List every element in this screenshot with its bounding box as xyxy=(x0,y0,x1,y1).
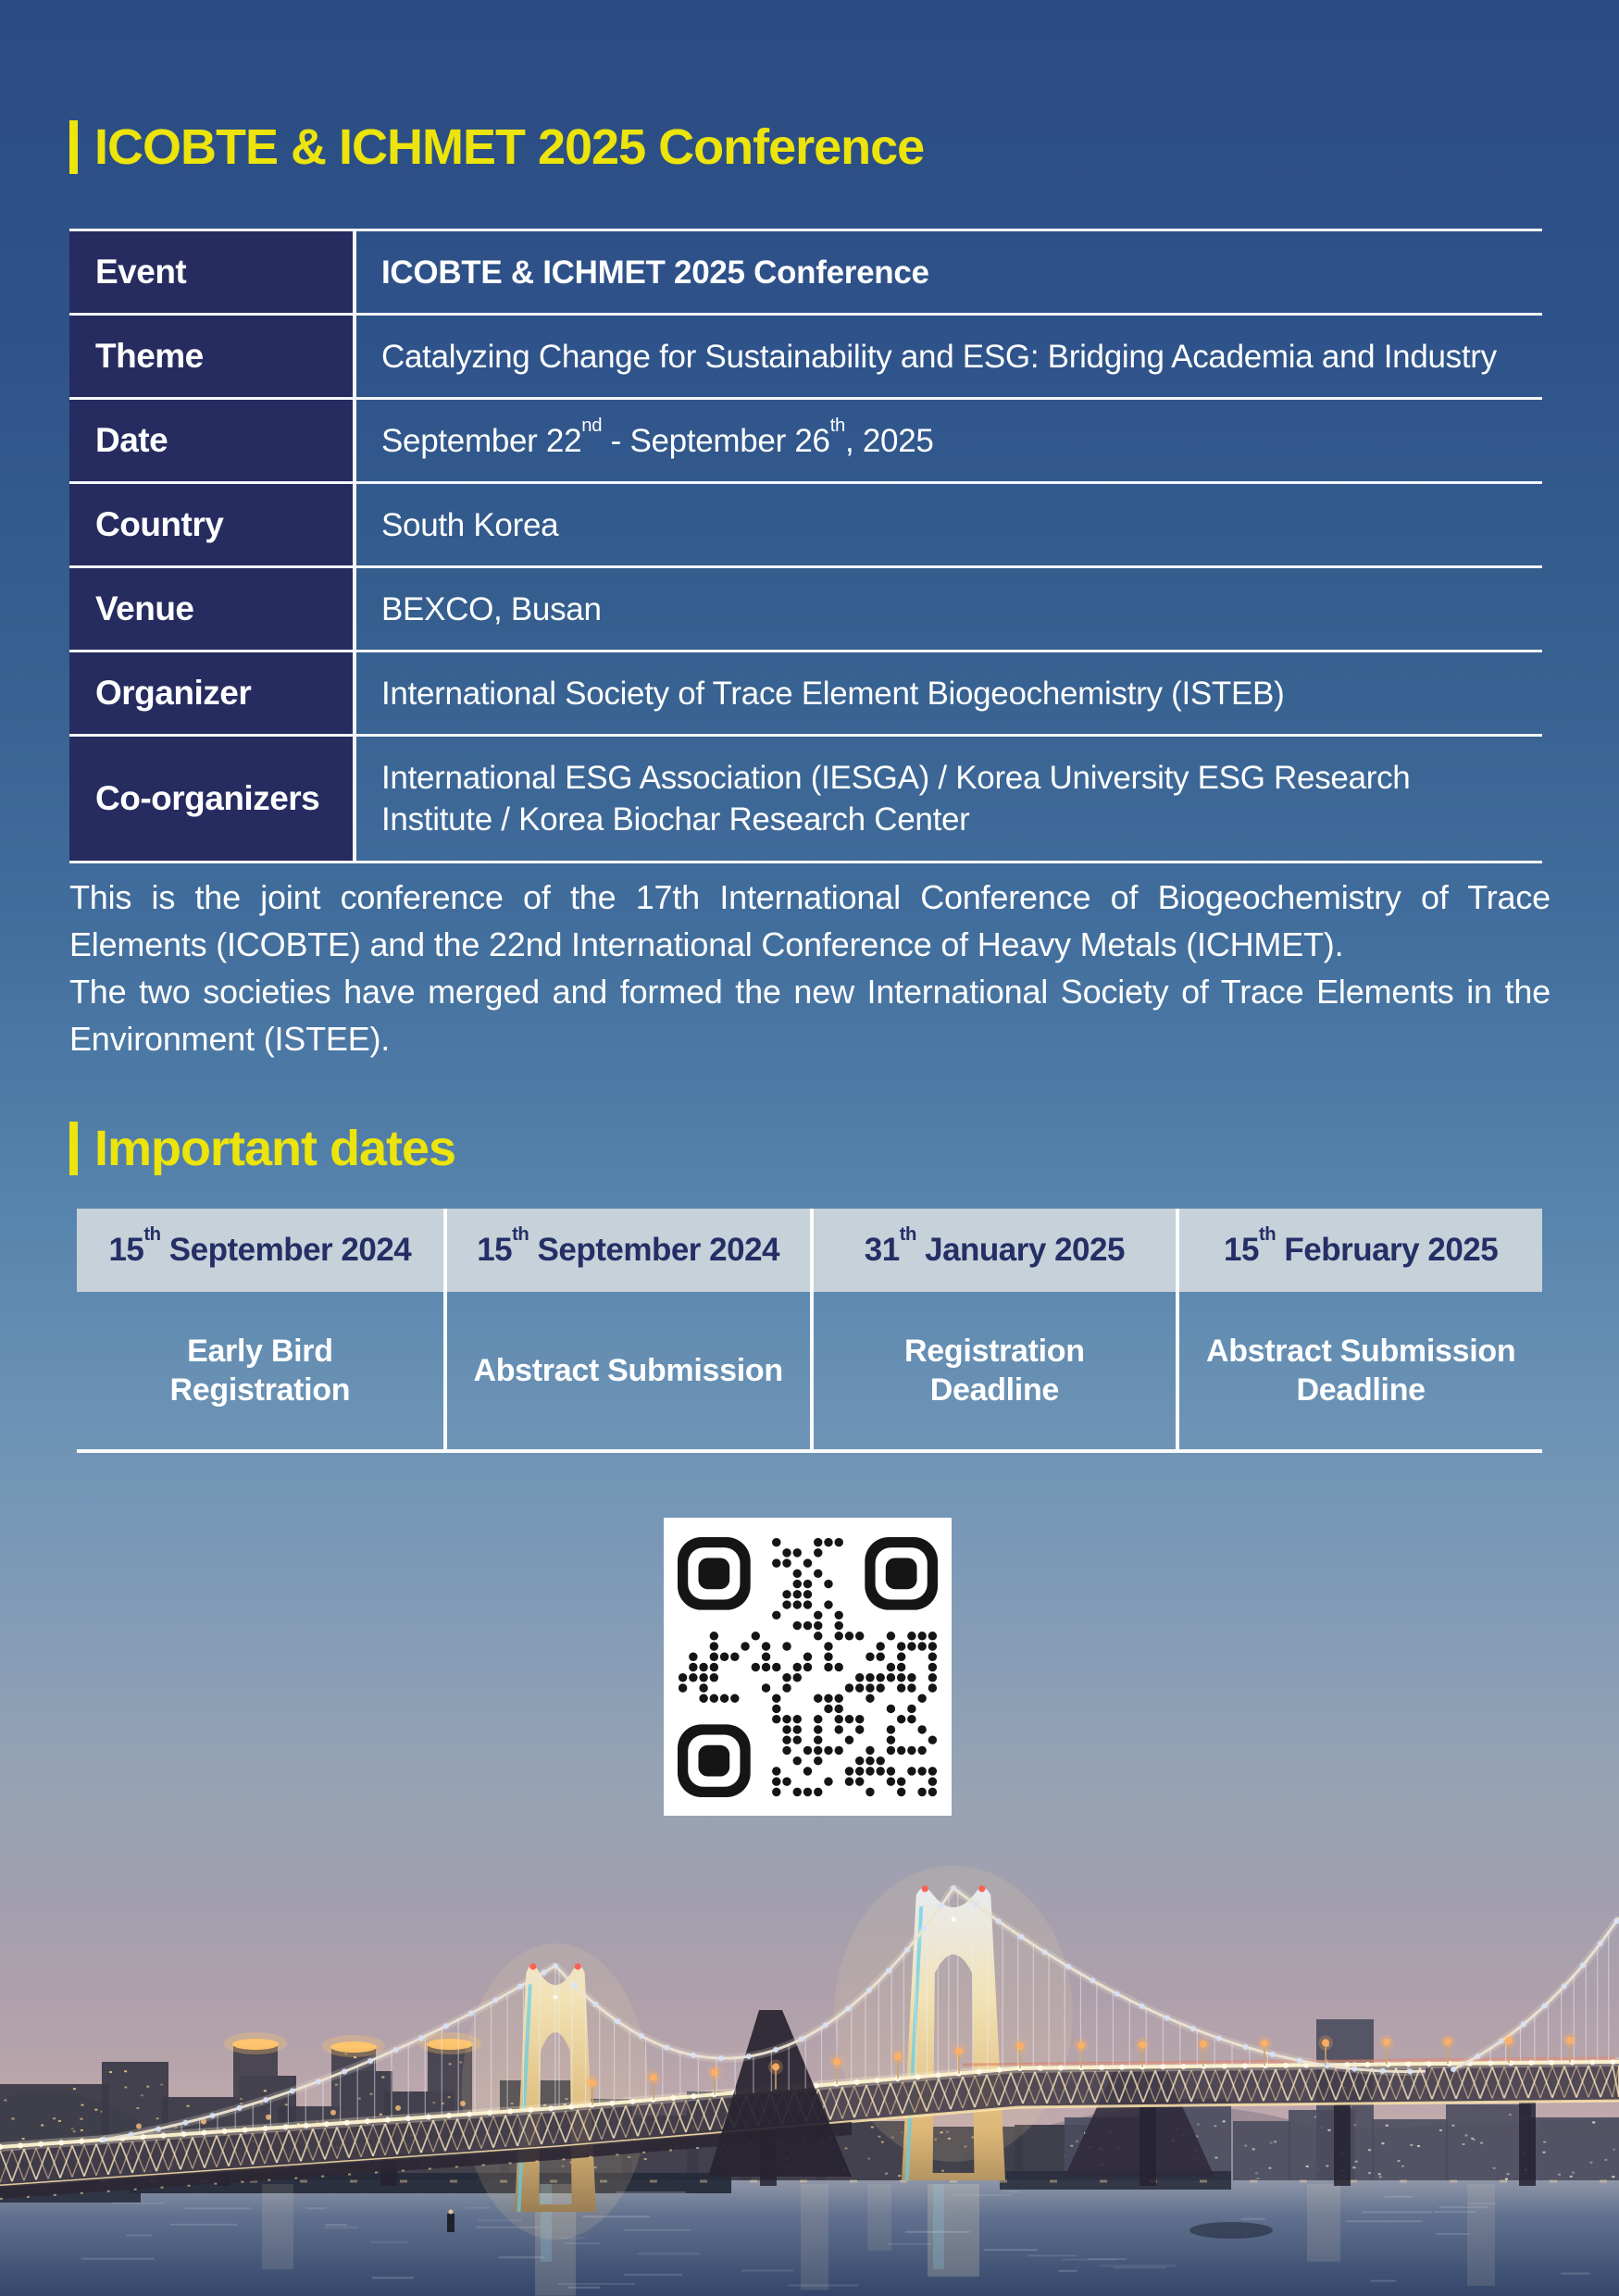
date-text: 15th September 2024 xyxy=(477,1224,780,1268)
date-label-cell: Early Bird Registration xyxy=(169,1334,351,1408)
conference-info-table xyxy=(69,229,1542,863)
info-value xyxy=(356,400,1542,481)
table-row-theme xyxy=(69,316,1542,400)
info-value: International ESG Association (IESGA) / Korea University ESG Research Institute / Korea Biochar Research Center xyxy=(381,760,1411,838)
info-value: Catalyzing Change for Sustainability and ESG: Bridging Academia and Industry xyxy=(381,338,1497,375)
page-title-text: Important dates xyxy=(94,1121,456,1176)
date-header-cell xyxy=(810,1209,1177,1292)
date-label-cell: Abstract Submission xyxy=(443,1292,810,1449)
info-label: Organizer xyxy=(69,652,356,734)
page-title-conference xyxy=(69,118,924,176)
busan-bridge-photo xyxy=(0,1805,1619,2296)
info-label: Country xyxy=(69,484,356,565)
table-row-date xyxy=(69,400,1542,484)
info-label: Venue xyxy=(69,568,356,650)
page-title-text: ICOBTE & ICHMET 2025 Conference xyxy=(94,119,925,175)
info-label: Date xyxy=(69,400,356,481)
date-label-cell: Registration Deadline xyxy=(810,1292,1177,1449)
date-text: 31th January 2025 xyxy=(864,1224,1125,1268)
info-value: South Korea xyxy=(381,506,559,543)
date-label-cell: Abstract Submission Deadline xyxy=(1176,1292,1542,1449)
qr-code-card xyxy=(664,1518,952,1816)
date-text: September 22nd - September 26th, 2025 xyxy=(381,415,934,459)
date-header-cell xyxy=(443,1209,810,1292)
conference-description xyxy=(69,874,1551,1062)
description-paragraph-1: This is the joint conference of the 17th International Conference of Biogeochemistry of Trace Elements (ICOBTE) and the 22nd International Conference of Heavy Metals (ICHMET). xyxy=(69,878,1551,963)
page-title-important-dates xyxy=(69,1120,455,1177)
table-row-venue xyxy=(69,568,1542,652)
table-row-organizer xyxy=(69,652,1542,737)
description-paragraph-2: The two societies have merged and formed the new International Society of Trace Elements in the Environment (ISTEE). xyxy=(69,973,1551,1058)
date-text: 15th February 2025 xyxy=(1224,1224,1499,1268)
dates-header-row xyxy=(77,1209,1542,1292)
info-value: ICOBTE & ICHMET 2025 Conference xyxy=(381,254,929,291)
info-label: Event xyxy=(69,231,356,313)
table-row-event xyxy=(69,231,1542,316)
title-bar-icon xyxy=(69,1122,78,1175)
info-label: Co-organizers xyxy=(69,737,356,861)
date-text: 15th September 2024 xyxy=(108,1224,412,1268)
qr-code xyxy=(678,1537,938,1797)
table-row-co-organizers xyxy=(69,737,1542,861)
dates-label-row xyxy=(77,1292,1542,1449)
important-dates-table xyxy=(77,1209,1542,1453)
info-value: International Society of Trace Element Biogeochemistry (ISTEB) xyxy=(381,675,1285,712)
info-value: BEXCO, Busan xyxy=(381,590,602,627)
date-header-cell xyxy=(77,1209,443,1292)
info-label: Theme xyxy=(69,316,356,397)
title-bar-icon xyxy=(69,120,78,174)
date-header-cell xyxy=(1176,1209,1542,1292)
table-row-country xyxy=(69,484,1542,568)
